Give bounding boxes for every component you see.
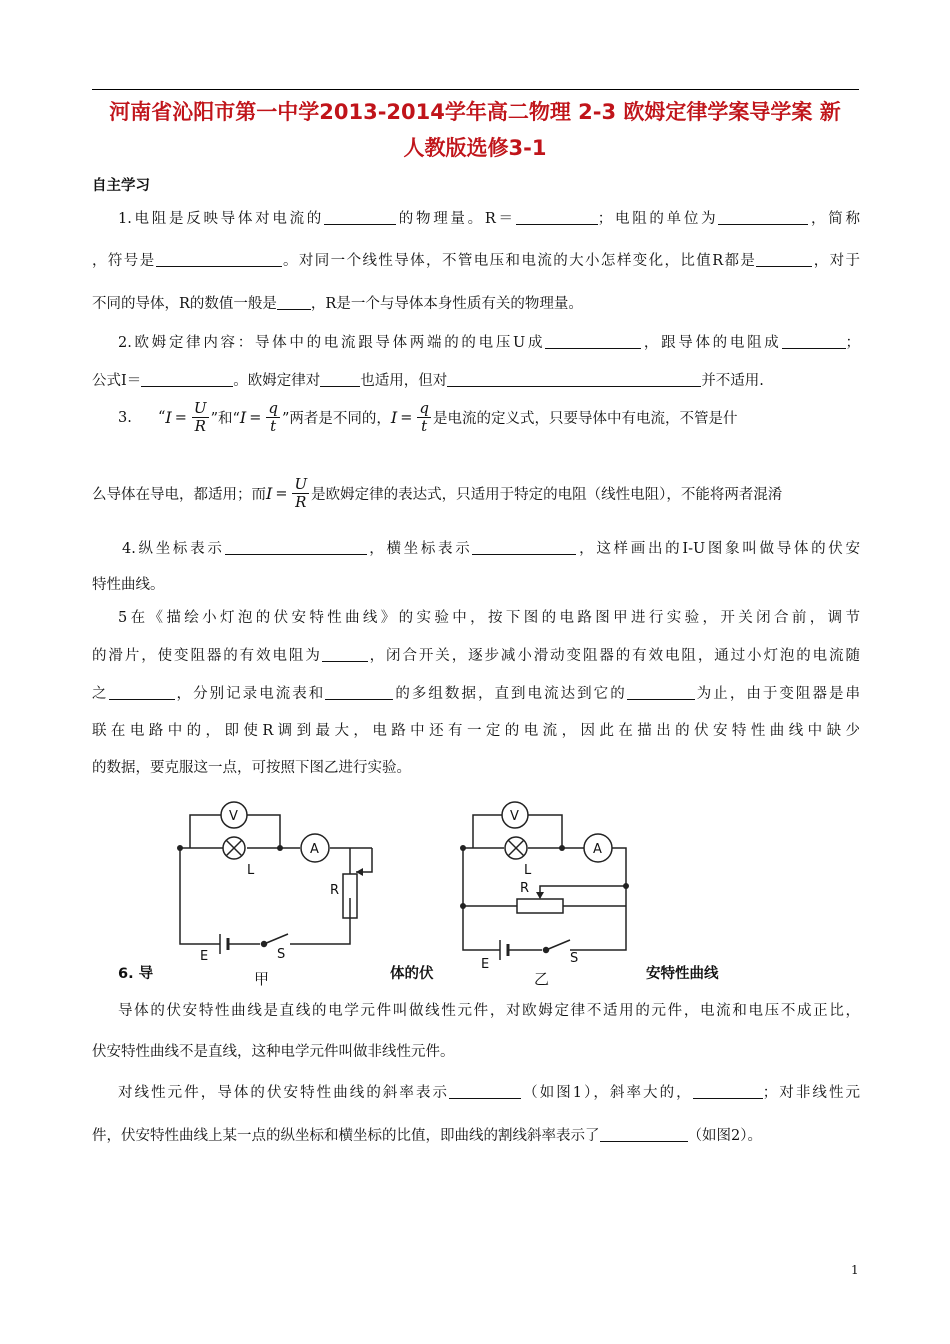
circuit-a-right-wire	[290, 898, 350, 944]
blank	[545, 333, 641, 349]
switch-a	[264, 934, 288, 944]
fraction-u-over-r: $\frac{U}{R}$	[193, 399, 207, 435]
circuit-a-slider-wire	[356, 848, 372, 872]
p5-line3: 之 ，分别记录电流表和 的多组数据，直到电流达到它的 为止，由于变阻器是串	[92, 686, 861, 702]
label-e-a: E	[200, 949, 209, 964]
switch-b	[546, 940, 570, 950]
p4-line1: 4.纵坐标表示 ，横坐标表示 ，这样画出的I-U图象叫做导体的伏安	[122, 541, 860, 557]
p5-line2: 的滑片，使变阻器的有效电阻为 ，闭合开关，逐步减小滑动变阻器的有效电阻，通过小灯泡的电流随	[92, 648, 861, 664]
section-heading: 自主学习	[92, 178, 150, 194]
label-l-b: L	[524, 863, 532, 878]
label-yi: 乙	[534, 970, 550, 988]
section6-heading-b: 体的伏	[390, 966, 434, 982]
section6-heading-c: 安特性曲线	[646, 966, 719, 982]
label-s-b: S	[570, 951, 579, 966]
blank	[277, 294, 311, 310]
p3-line1: 3. “I = $\frac{U}{R}$ ”和“I = $\frac{q}{t}$ ”两者是不同的，I = $\frac{q}{t}$ 是电流的定义式，只要导体中有电流，不管是什	[118, 399, 738, 435]
blank	[449, 1083, 521, 1099]
label-l-a: L	[247, 863, 255, 878]
circuit-diagrams	[160, 790, 660, 990]
section6-heading-a: 6. 导	[118, 966, 154, 982]
blank	[325, 684, 393, 700]
document-title-line2: 人教版选修3-1	[403, 136, 547, 160]
p2-line2: 公式I＝ 。欧姆定律对 也适用，但对 并不适用.	[92, 373, 764, 389]
label-s-a: S	[277, 947, 286, 962]
document-title-line1: 河南省沁阳市第一中学2013-2014学年高二物理 2-3 欧姆定律学案导学案 新	[109, 100, 841, 124]
blank	[516, 209, 598, 225]
blank	[600, 1126, 688, 1142]
fraction-q-over-t: $\frac{q}{t}$	[419, 399, 429, 435]
blank	[447, 371, 663, 387]
blank	[324, 209, 396, 225]
p5-line4: 联在电路中的，即使R调到最大，电路中还有一定的电流，因此在描出的伏安特性曲线中缺少	[92, 723, 860, 739]
label-e-b: E	[481, 957, 490, 972]
blank	[322, 646, 368, 662]
fraction-q-over-t: $\frac{q}{t}$	[268, 399, 278, 435]
blank	[663, 371, 701, 387]
p6-line2: 伏安特性曲线不是直线，这种电学元件叫做非线性元件。	[92, 1044, 455, 1060]
p3-line2: 么导体在导电，都适用；而I = $\frac{U}{R}$ 是欧姆定律的表达式，只适用于特定的电阻（线性电阻），不能将两者混淆	[92, 475, 783, 511]
p5-line1: 5在《描绘小灯泡的伏安特性曲线》的实验中，按下图的电路图甲进行实验，开关闭合前，调节	[118, 610, 860, 626]
p4-line2: 特性曲线。	[92, 577, 165, 593]
p2-line1: 2.欧姆定律内容：导体中的电流跟导体两端的的电压U成 ，跟导体的电阻成 ；	[118, 335, 860, 351]
blank	[141, 371, 233, 387]
blank	[320, 371, 360, 387]
label-jia: 甲	[254, 970, 270, 988]
p5-line5: 的数据，要克服这一点，可按照下图乙进行实验。	[92, 760, 411, 776]
label-r-b: R	[520, 881, 530, 896]
label-r-a: R	[330, 883, 340, 898]
p7-line1: 对线性元件，导体的伏安特性曲线的斜率表示 （如图1），斜率大的， ；对非线性元	[118, 1085, 861, 1101]
page-number: 1	[851, 1263, 859, 1277]
fraction-u-over-r: $\frac{U}{R}$	[294, 475, 308, 511]
p1-line2: ，符号是 。对同一个线性导体，不管电压和电流的大小怎样变化，比值R都是 ，对于	[92, 253, 861, 269]
p6-line1: 导体的伏安特性曲线是直线的电学元件叫做线性元件，对欧姆定律不适用的元件，电流和电压不成正比，	[118, 1003, 860, 1019]
label-a-a: A	[310, 842, 319, 857]
circuit-a-left-wire	[180, 848, 210, 944]
p1-line3: 不同的导体，R的数值一般是 ，R是一个与导体本身性质有关的物理量。	[92, 296, 583, 312]
blank	[627, 684, 695, 700]
label-v-b: V	[510, 809, 519, 824]
blank	[225, 539, 367, 555]
label-v-a: V	[229, 809, 238, 824]
rheostat-b	[517, 899, 563, 913]
blank	[156, 251, 282, 267]
blank	[718, 209, 808, 225]
p7-line2: 件，伏安特性曲线上某一点的纵坐标和横坐标的比值，即曲线的割线斜率表示了 （如图2）。	[92, 1128, 762, 1144]
blank	[782, 333, 846, 349]
header-rule	[92, 89, 859, 90]
p1-line1: 1.电阻是反映导体对电流的 的物理量。R＝ ；电阻的单位为 ，简称	[118, 211, 861, 227]
label-a-b: A	[593, 842, 602, 857]
blank	[693, 1083, 763, 1099]
blank	[109, 684, 175, 700]
blank	[472, 539, 576, 555]
blank	[756, 251, 812, 267]
